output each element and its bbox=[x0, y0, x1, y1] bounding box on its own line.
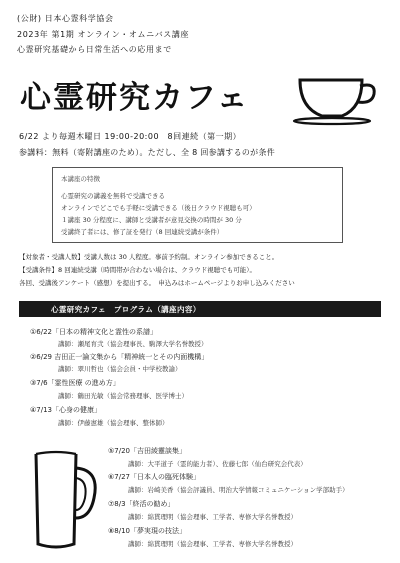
info-line: 【対象者・受講人数】受講人数は 30 人程度。事前予約制。オンライン参加できること。 bbox=[19, 253, 279, 261]
program-item-title: ①6/22「日本の精神文化と霊性の系譜」 bbox=[30, 328, 157, 336]
program-item-lecturer: 講師：岩崎美香（協会評議員、明治大学情報コミュニケーション学部助手） bbox=[128, 486, 349, 494]
info-line: 【受講条件】8 回連続受講（時間帯が合わない場合は、クラウド視聴でも可能）。 bbox=[19, 266, 256, 274]
program-item-title: ⑦8/3「終活の勧め」 bbox=[108, 500, 175, 508]
fee-text: 参講料：無料（寄附講座のため）。ただし、全 8 回参講するのが条件 bbox=[19, 148, 276, 157]
program-item-title: ⑧8/10「夢実現の技法」 bbox=[108, 527, 186, 535]
course-subtitle: 心霊研究基礎から日常生活への応用まで bbox=[17, 45, 172, 54]
program-item-lecturer: 講師：伊藤憲雄（協会理事、整体師） bbox=[58, 419, 169, 427]
program-item-title: ④7/13「心身の健康」 bbox=[30, 406, 101, 414]
program-item-lecturer: 講師：翠川哲也（協会会員・中学校教諭） bbox=[58, 365, 182, 373]
feature-item: オンラインでどこでも手軽に受講できる（後日クラウド視聴も可） bbox=[61, 204, 256, 212]
program-item-title: ⑤7/20「吉田綾靈談集」 bbox=[108, 447, 186, 455]
feature-item: １講座 30 分程度に、講師と受講者が意見交換の時間が 30 分 bbox=[61, 216, 242, 224]
series-name: 2023年 第1期 オンライン・オムニバス講座 bbox=[17, 30, 190, 39]
features-title: 本講座の特徴 bbox=[61, 175, 100, 183]
program-header: 心霊研究カフェ プログラム（講座内容） bbox=[51, 305, 201, 314]
program-item-lecturer: 講師：鶴田光敏（協会常務理事、医学博士） bbox=[58, 392, 188, 400]
features-box bbox=[52, 167, 343, 243]
program-item-lecturer: 講師：大平道子（霊的能力者）、佐藤七郎（仙台研究会代表） bbox=[128, 460, 307, 468]
schedule-text: 6/22 より毎週木曜日 19:00-20:00 8回連続（第一期） bbox=[19, 132, 242, 141]
program-item-lecturer: 講師：瀬尾育弐（協会理事長、駒澤大学名誉教授） bbox=[58, 340, 208, 348]
program-header-bar bbox=[19, 301, 381, 317]
coffee-cup-icon bbox=[292, 68, 384, 126]
program-item-lecturer: 講師：綿貫理明（協会理事、工学者、専修大学名誉教授） bbox=[128, 540, 297, 548]
program-item-lecturer: 講師：綿貫理明（協会理事、工学者、専修大学名誉教授） bbox=[128, 513, 297, 521]
organization-name: (公財) 日本心霊科学協会 bbox=[17, 14, 114, 23]
feature-item: 心霊研究の講義を無料で受講できる bbox=[61, 192, 165, 200]
feature-item: 受講終了者には、修了証を発行（8 回連続受講が条件） bbox=[61, 228, 224, 236]
program-item-title: ⑥7/27「日本人の臨死体験」 bbox=[108, 473, 200, 481]
page-title: 心霊研究カフェ bbox=[20, 80, 250, 116]
program-item-title: ③7/6「霊性医療 の進め方」 bbox=[30, 379, 120, 387]
coffee-mug-icon bbox=[30, 448, 102, 552]
info-line: 各回、受講後アンケート（感想）を提出する。 申込みはホームページよりお申し込みください bbox=[19, 279, 295, 287]
program-item-title: ②6/29 吉田正一論文集から「精神統一とその内面機構」 bbox=[30, 353, 209, 361]
